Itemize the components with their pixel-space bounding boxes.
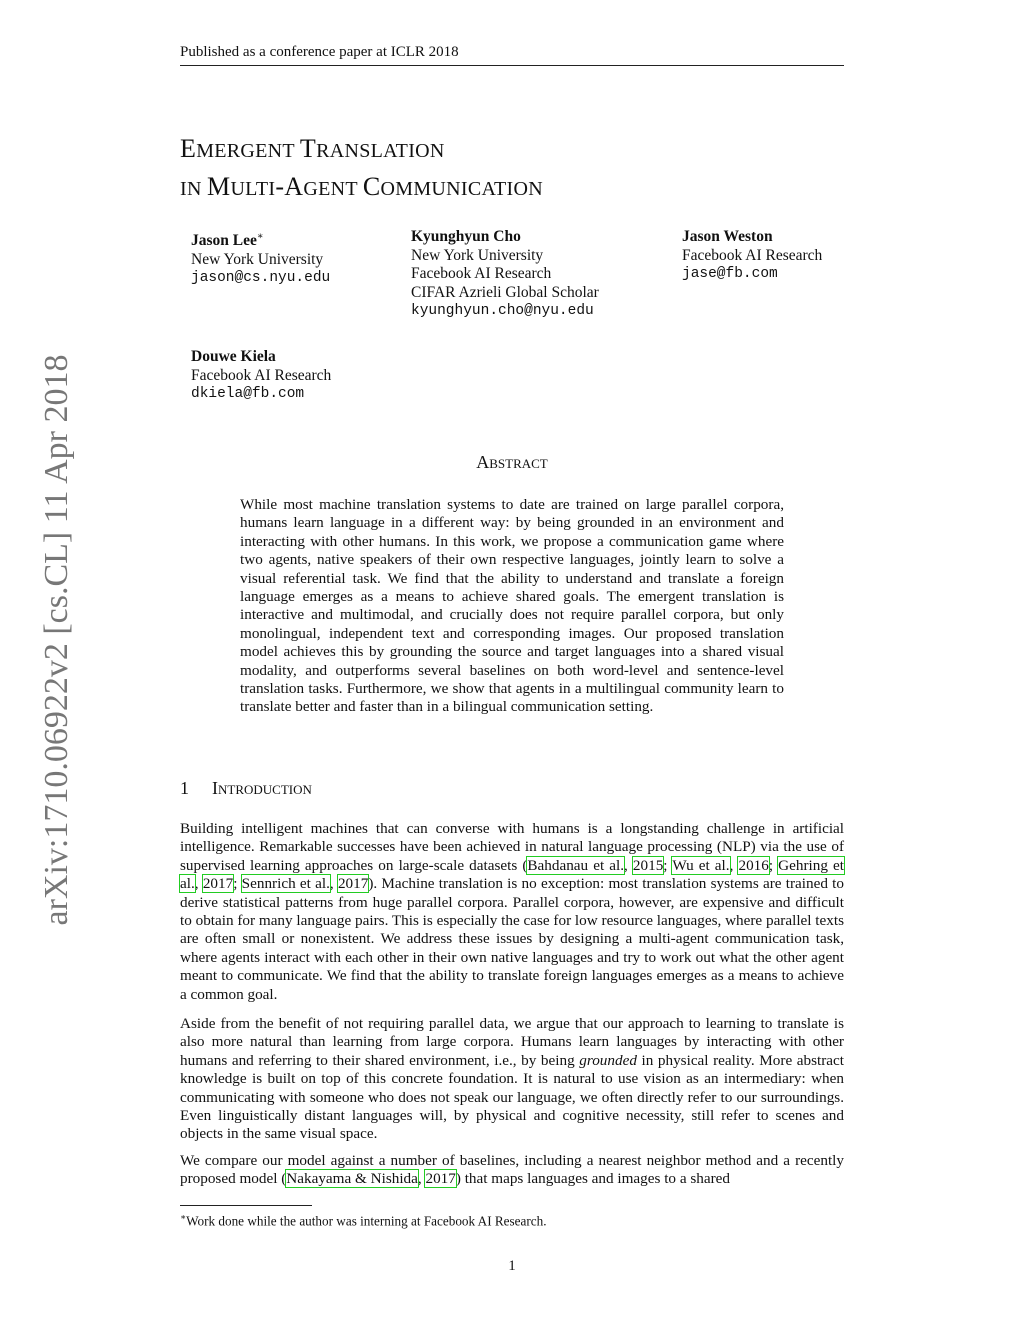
title-line-1: EMERGENT TRANSLATION: [180, 134, 445, 163]
citation-link[interactable]: Bahdanau et al.: [527, 856, 625, 874]
citation-link[interactable]: 2017: [202, 875, 234, 893]
introduction-heading: [180, 778, 312, 799]
section-number: 1: [180, 778, 189, 798]
header-rule: [180, 65, 844, 66]
citation-link[interactable]: Nakayama & Nishida: [286, 1170, 418, 1188]
page-number: 1: [508, 1258, 516, 1274]
author-block-weston: [682, 228, 822, 284]
author-name: Douwe Kiela: [191, 348, 276, 365]
author-block-cho: [411, 228, 599, 321]
citation-link[interactable]: 2017: [337, 875, 369, 893]
arxiv-stamp: arXiv:1710.06922v2 [cs.CL] 11 Apr 2018: [38, 354, 75, 926]
abstract-text: While most machine translation systems to date are trained on large parallel corpora, humans learn language in a different way: by being grounded in an environment and interacting with other humans. In this work, we propose a communication game where two agents, native speakers of their own respective languages, jointly learn to solve a visual referential task. We find that the ability to understand and translate a foreign language emerges as a means to achieve shared goals. The emergent translation is interactive and multimodal, and crucially does not require parallel corpora, but only monolingual, independent text and corresponding images. Our proposed translation model achieves this by grounding the source and target languages into a shared visual modality, and outperforms several baselines on both word-level and sentence-level translation tasks. Furthermore, we show that agents in a multilingual community learn to translate better and faster than in a bilingual communication setting.: [240, 496, 784, 716]
intro-paragraph-1: Building intelligent machines that can converse with humans is a longstanding challenge in artificial intelligence. Remarkable successes have been achieved in natural language processing (NLP) via the use of supervised learning approaches on large-scale datasets (Bahdanau et al., 2015; Wu et al., 2016; Gehring et al., 2017; Sennrich et al., 2017). Machine translation is no exception: most translation systems are trained to derive statistical patterns from huge parallel corpora. Parallel corpora, however, are expensive and difficult to obtain for many language pairs. This is especially the case for low resource languages, where parallel texts are often small or nonexistent. We address these issues by designing a multi-agent communication task, where agents interact with each other in their own native languages and try to work out what the other agent meant to communicate. We find that the ability to translate foreign languages emerges as a means to achieve a common goal.: [180, 820, 844, 1003]
author-email[interactable]: kyunghyun.cho@nyu.edu: [411, 303, 594, 319]
intro-paragraph-3: We compare our model against a number of baselines, including a nearest neighbor method and a recently proposed model (Nakayama & Nishida, 2017) that maps languages and images to a shared: [180, 1152, 844, 1188]
citation-link[interactable]: 2016: [738, 856, 769, 874]
author-block-lee: Jason Lee∗ New York University jason@cs.nyu.edu: [191, 231, 331, 287]
author-email[interactable]: jase@fb.com: [682, 266, 778, 282]
intro-paragraph-2: Aside from the benefit of not requiring parallel data, we argue that our approach to learning to translate is also more natural than learning from large corpora. Humans learn languages by interacting with other humans and referring to their shared environment, i.e., by being grounded in physical reality. More abstract knowledge is built on top of this concrete foundation. It is natural to use vision as an intermediary: when communicating with someone who does not speak our language, we often directly refer to our surroundings. Even linguistically distant languages will, by physical and cognitive necessity, still refer to scenes and objects in the same visual space.: [180, 1015, 844, 1143]
running-header: Published as a conference paper at ICLR 2018: [180, 44, 459, 60]
author-affiliation: New York University: [411, 246, 544, 264]
author-email[interactable]: dkiela@fb.com: [191, 386, 305, 402]
author-affiliation: CIFAR Azrieli Global Scholar: [411, 283, 599, 301]
title-line-2: IN MULTI-AGENT COMMUNICATION: [180, 172, 544, 201]
emphasis: grounded: [579, 1051, 637, 1069]
author-affiliation: Facebook AI Research: [411, 265, 552, 282]
footnote-rule: [180, 1205, 312, 1206]
citation-link[interactable]: 2017: [425, 1170, 456, 1188]
citation-link[interactable]: Wu et al.: [672, 856, 730, 874]
paper-title: [180, 131, 543, 207]
citation-link[interactable]: Gehring et al.: [180, 856, 844, 893]
abstract-heading: Abstract: [476, 452, 548, 472]
citation-link[interactable]: Sennrich et al.: [241, 875, 330, 893]
footnote: ∗Work done while the author was interning at Facebook AI Research.: [180, 1212, 547, 1229]
author-name: Kyunghyun Cho: [411, 228, 521, 245]
citation-link[interactable]: 2015: [632, 856, 664, 874]
author-affiliation: New York University: [191, 250, 324, 268]
author-name: Jason Lee: [191, 232, 257, 250]
author-name: Jason Weston: [682, 228, 773, 245]
author-affiliation: Facebook AI Research: [191, 366, 332, 384]
author-block-kiela: [191, 348, 331, 404]
author-email[interactable]: jason@cs.nyu.edu: [191, 270, 331, 287]
section-title: Introduction: [212, 778, 312, 798]
author-affiliation: Facebook AI Research: [682, 246, 823, 264]
